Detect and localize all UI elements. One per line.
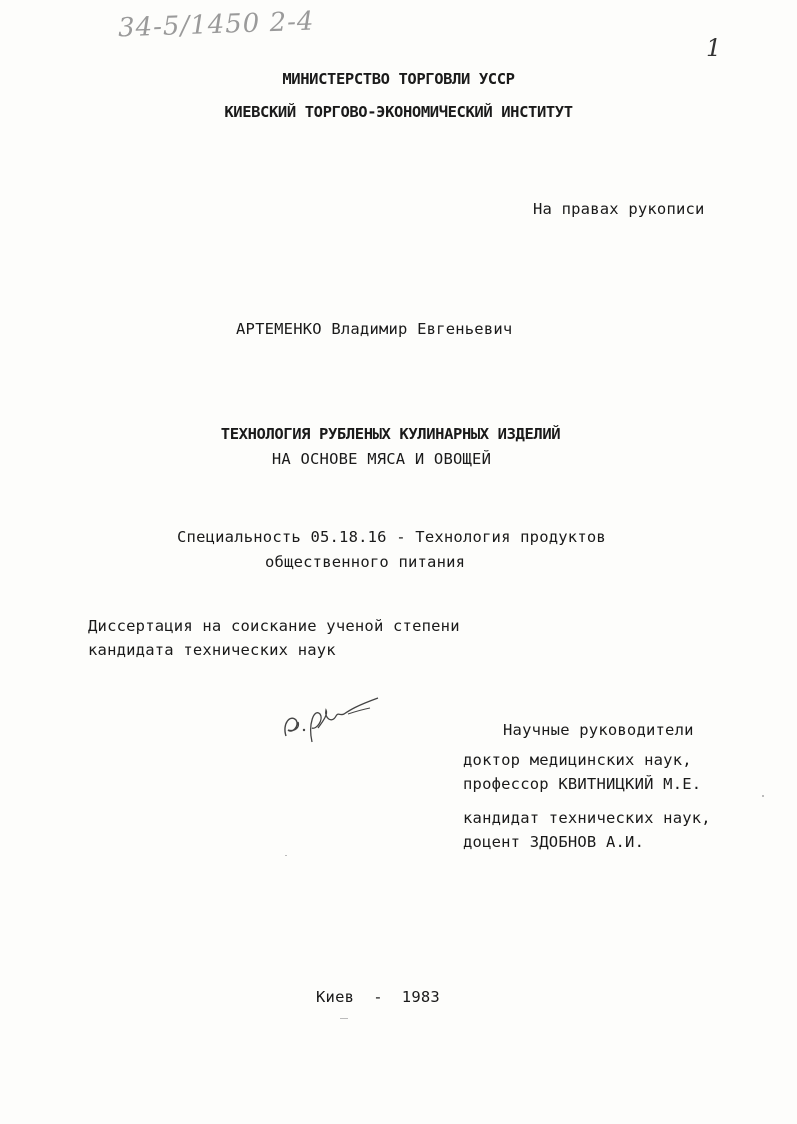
- ministry-heading: МИНИСТЕРСТВО ТОРГОВЛИ УССР: [282, 70, 515, 88]
- institute-heading: КИЕВСКИЙ ТОРГОВО-ЭКОНОМИЧЕСКИЙ ИНСТИТУТ: [224, 103, 573, 121]
- thesis-title-line1: ТЕХНОЛОГИЯ РУБЛЕНЫХ КУЛИНАРНЫХ ИЗДЕЛИЙ: [220, 425, 561, 443]
- archive-number: 34-5/1450 2-4: [117, 6, 315, 44]
- specialty-line1: Специальность 05.18.16 - Технология продуктов: [177, 528, 606, 546]
- dissertation-line1: Диссертация на соискание ученой степени: [88, 617, 460, 635]
- advisor2-degree: кандидат технических наук,: [463, 809, 711, 827]
- author-name: АРТЕМЕНКО Владимир Евгеньевич: [236, 320, 513, 338]
- advisor1-degree: доктор медицинских наук,: [463, 751, 692, 769]
- manuscript-rights: На правах рукописи: [533, 200, 705, 218]
- page-number: 1: [706, 34, 722, 62]
- scan-speck: [762, 795, 764, 797]
- scan-speck: [285, 855, 287, 856]
- handwritten-signature: [278, 684, 388, 754]
- advisor2-name: доцент ЗДОБНОВ А.И.: [463, 833, 645, 851]
- dissertation-line2: кандидата технических наук: [88, 641, 336, 659]
- place-year: Киев - 1983: [316, 988, 440, 1006]
- advisors-heading: Научные руководители: [503, 721, 694, 739]
- scan-speck: [340, 1018, 348, 1019]
- advisor1-name: профессор КВИТНИЦКИЙ М.Е.: [463, 775, 702, 793]
- specialty-line2: общественного питания: [265, 553, 466, 571]
- thesis-title-line2: НА ОСНОВЕ МЯСА И ОВОЩЕЙ: [271, 450, 492, 468]
